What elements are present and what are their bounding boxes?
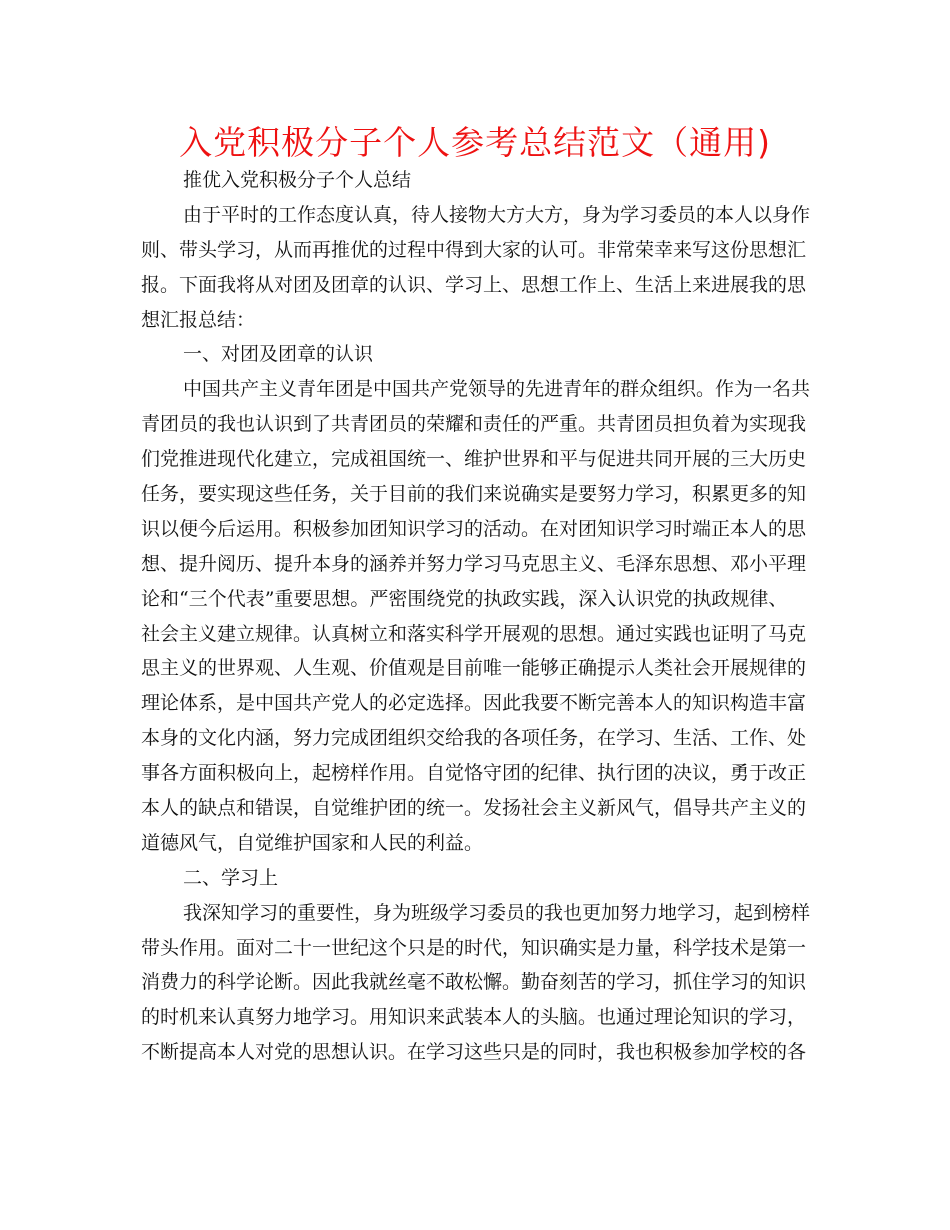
paragraph-line: 不断提高本人对党的思想认识。在学习这些只是的同时，我也积极参加学校的各 [141,1041,807,1064]
paragraph-line: 中国共产主义青年团是中国共产党领导的先进青年的群众组织。作为一名共 [183,378,811,401]
paragraph-line: 们党推进现代化建立，完成祖国统一、维护世界和平与促进共同开展的三大历史 [141,448,807,471]
document-title: 入党积极分子个人参考总结范文（通用) [179,123,771,162]
paragraph-line: 由于平时的工作态度认真，待人接物大方大方，身为学习委员的本人以身作 [183,203,811,226]
paragraph-line: 带头作用。面对二十一世纪这个只是的时代，知识确实是力量，科学技术是第一 [141,936,807,959]
paragraph-line: 思主义的世界观、人生观、价值观是目前唯一能够正确提示人类社会开展规律的 [141,657,807,680]
section-heading: 二、学习上 [183,866,279,889]
paragraph-line: 想、提升阅历、提升本身的涵养并努力学习马克思主义、毛泽东思想、邓小平理 [141,552,807,575]
paragraph-line: 本身的文化内涵，努力完成团组织交给我的各项任务，在学习、生活、工作、处 [141,727,807,750]
paragraph-line: 识以便今后运用。积极参加团知识学习的活动。在对团知识学习时端正本人的思 [141,517,807,540]
subtitle-line: 推优入党积极分子个人总结 [183,169,412,191]
paragraph-line: 事各方面积极向上，起榜样作用。自觉恪守团的纪律、执行团的决议，勇于改正 [141,762,807,785]
paragraph-line: 的时机来认真努力地学习。用知识来武装本人的头脑。也通过理论知识的学习， [141,1006,807,1029]
document-body [141,163,811,1070]
paragraph-line: 我深知学习的重要性，身为班级学习委员的我也更加努力地学习，起到榜样 [183,901,811,924]
paragraph-line: 则、带头学习，从而再推优的过程中得到大家的认可。非常荣幸来写这份思想汇 [141,238,807,261]
paragraph-line: 想汇报总结： [141,308,256,331]
paragraph-line: 本人的缺点和错误，自觉维护团的统一。发扬社会主义新风气，倡导共产主义的 [141,797,807,820]
paragraph-line: 道德风气，自觉维护国家和人民的利益。 [141,831,484,854]
section-heading: 一、对团及团章的认识 [183,343,374,366]
paragraph-line: 青团员的我也认识到了共青团员的荣耀和责任的严重。共青团员担负着为实现我 [141,413,807,436]
paragraph-line: 理论体系，是中国共产党人的必定选择。因此我要不断完善本人的知识构造丰富 [141,692,807,715]
paragraph-line: 社会主义建立规律。认真树立和落实科学开展观的思想。通过实践也证明了马克 [141,622,807,645]
paragraph-line: 任务，要实现这些任务，关于目前的我们来说确实是要努力学习，积累更多的知 [141,483,807,506]
paragraph-line: 论和“三个代表”重要思想。严密围绕党的执政实践，深入认识党的执政规律、 [141,587,788,610]
paragraph-line: 消费力的科学论断。因此我就丝毫不敢松懈。勤奋刻苦的学习，抓住学习的知识 [141,971,807,994]
paragraph-line: 报。下面我将从对团及团章的认识、学习上、思想工作上、生活上来进展我的思 [141,273,807,296]
